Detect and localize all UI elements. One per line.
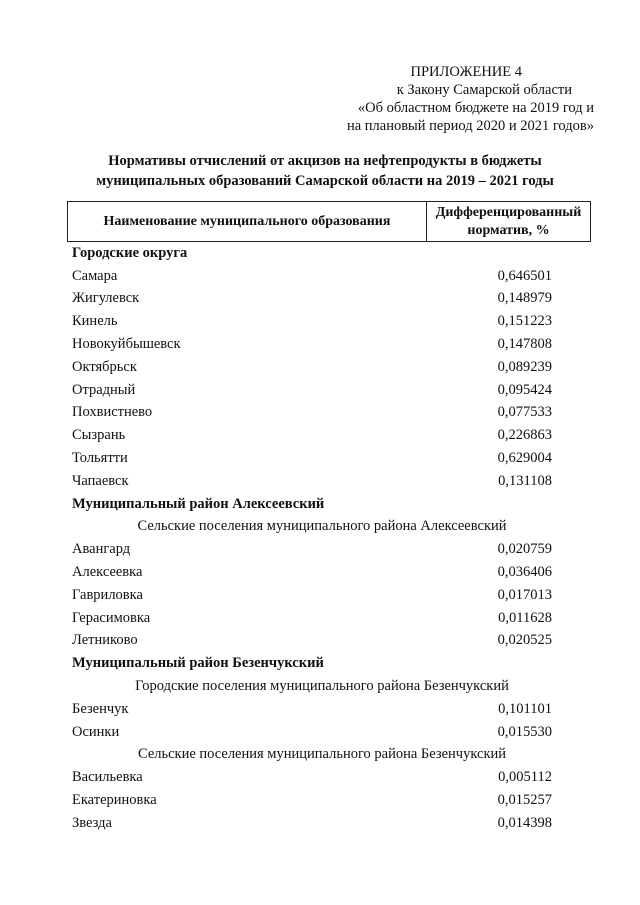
municipality-name: Авангард [72,541,131,558]
municipality-name: Тольятти [72,450,128,467]
header-norm-line-2: норматив, % [467,223,550,238]
table-row [72,812,552,835]
appendix-law-ref: к Закону Самарской области [396,82,572,98]
table-row [72,333,552,356]
municipality-name: Гавриловка [72,586,143,603]
table-row [72,789,552,812]
document-title-line-2: муниципальных образований Самарской области на 2019 – 2021 годы [96,173,554,189]
table-row [72,402,552,425]
norm-value: 0,131108 [498,472,552,489]
municipality-name: Кинель [72,313,118,330]
table-row [72,766,552,789]
municipality-name: Летниково [72,632,138,649]
municipality-name: Самара [72,267,118,284]
municipality-name: Алексеевка [72,564,143,581]
table-row [72,379,552,402]
table-row [72,561,552,584]
header-norm-line-1: Дифференцированный [435,205,582,220]
table-row [72,698,552,721]
table-body [72,242,552,835]
municipality-name: Екатериновка [72,792,157,809]
norm-value: 0,014398 [497,814,552,831]
municipality-name: Жигулевск [72,290,140,307]
table-row [72,538,552,561]
municipality-name: Октябрьск [72,358,137,375]
norm-value: 0,147808 [497,336,552,353]
group-heading: Муниципальный район Безенчукский [72,655,324,672]
norm-value: 0,095424 [497,381,552,398]
norm-value: 0,015257 [497,792,552,809]
norm-value: 0,020759 [497,541,552,558]
appendix-header [274,63,594,135]
table-row [72,447,552,470]
norm-value: 0,005112 [498,769,552,786]
norm-value: 0,089239 [497,358,552,375]
appendix-law-title: «Об областном бюджете на 2019 год и [357,100,594,116]
municipality-name: Чапаевск [72,472,129,489]
subgroup-heading: Сельские поселения муниципального района Алексеевский [137,518,507,535]
municipality-name: Отрадный [72,381,136,398]
subgroup-heading: Сельские поселения муниципального района Безенчукский [137,746,507,763]
municipality-name: Васильевка [72,769,143,786]
header-norm [427,202,590,241]
document-title-line-1: Нормативы отчислений от акцизов на нефтепродукты в бюджеты [108,153,542,169]
municipality-name: Безенчук [72,700,129,717]
document-title [60,151,590,191]
table-row [72,424,552,447]
subgroup-heading: Городские поселения муниципального района Безенчукский [135,678,509,695]
group-heading: Муниципальный район Алексеевский [72,495,325,512]
norm-value: 0,101101 [498,700,552,717]
table-row [72,584,552,607]
norm-value: 0,148979 [497,290,552,307]
municipality-name: Герасимовка [72,609,151,626]
municipality-name: Похвистнево [72,404,153,421]
norm-value: 0,646501 [497,267,552,284]
norm-value: 0,011628 [498,609,552,626]
municipality-name: Новокуйбышевск [72,336,181,353]
table-row [72,630,552,653]
table-row [72,265,552,288]
norm-value: 0,151223 [497,313,552,330]
norm-value: 0,020525 [497,632,552,649]
table-header [67,201,591,242]
municipality-name: Осинки [72,723,120,740]
norm-value: 0,017013 [497,586,552,603]
table-row [72,310,552,333]
municipality-name: Звезда [72,814,112,831]
table-row [72,356,552,379]
norm-value: 0,015530 [497,723,552,740]
table-row [72,607,552,630]
table-row [72,470,552,493]
table-row [72,288,552,311]
appendix-law-title-cont: на плановый период 2020 и 2021 годов» [346,118,594,134]
norm-value: 0,226863 [497,427,552,444]
norm-value: 0,629004 [497,450,552,467]
header-municipality-name: Наименование муниципального образования [68,202,427,241]
group-heading: Городские округа [72,244,188,261]
municipality-name: Сызрань [72,427,126,444]
appendix-number: ПРИЛОЖЕНИЕ 4 [410,64,522,80]
norm-value: 0,077533 [497,404,552,421]
table-row [72,721,552,744]
norm-value: 0,036406 [497,564,552,581]
